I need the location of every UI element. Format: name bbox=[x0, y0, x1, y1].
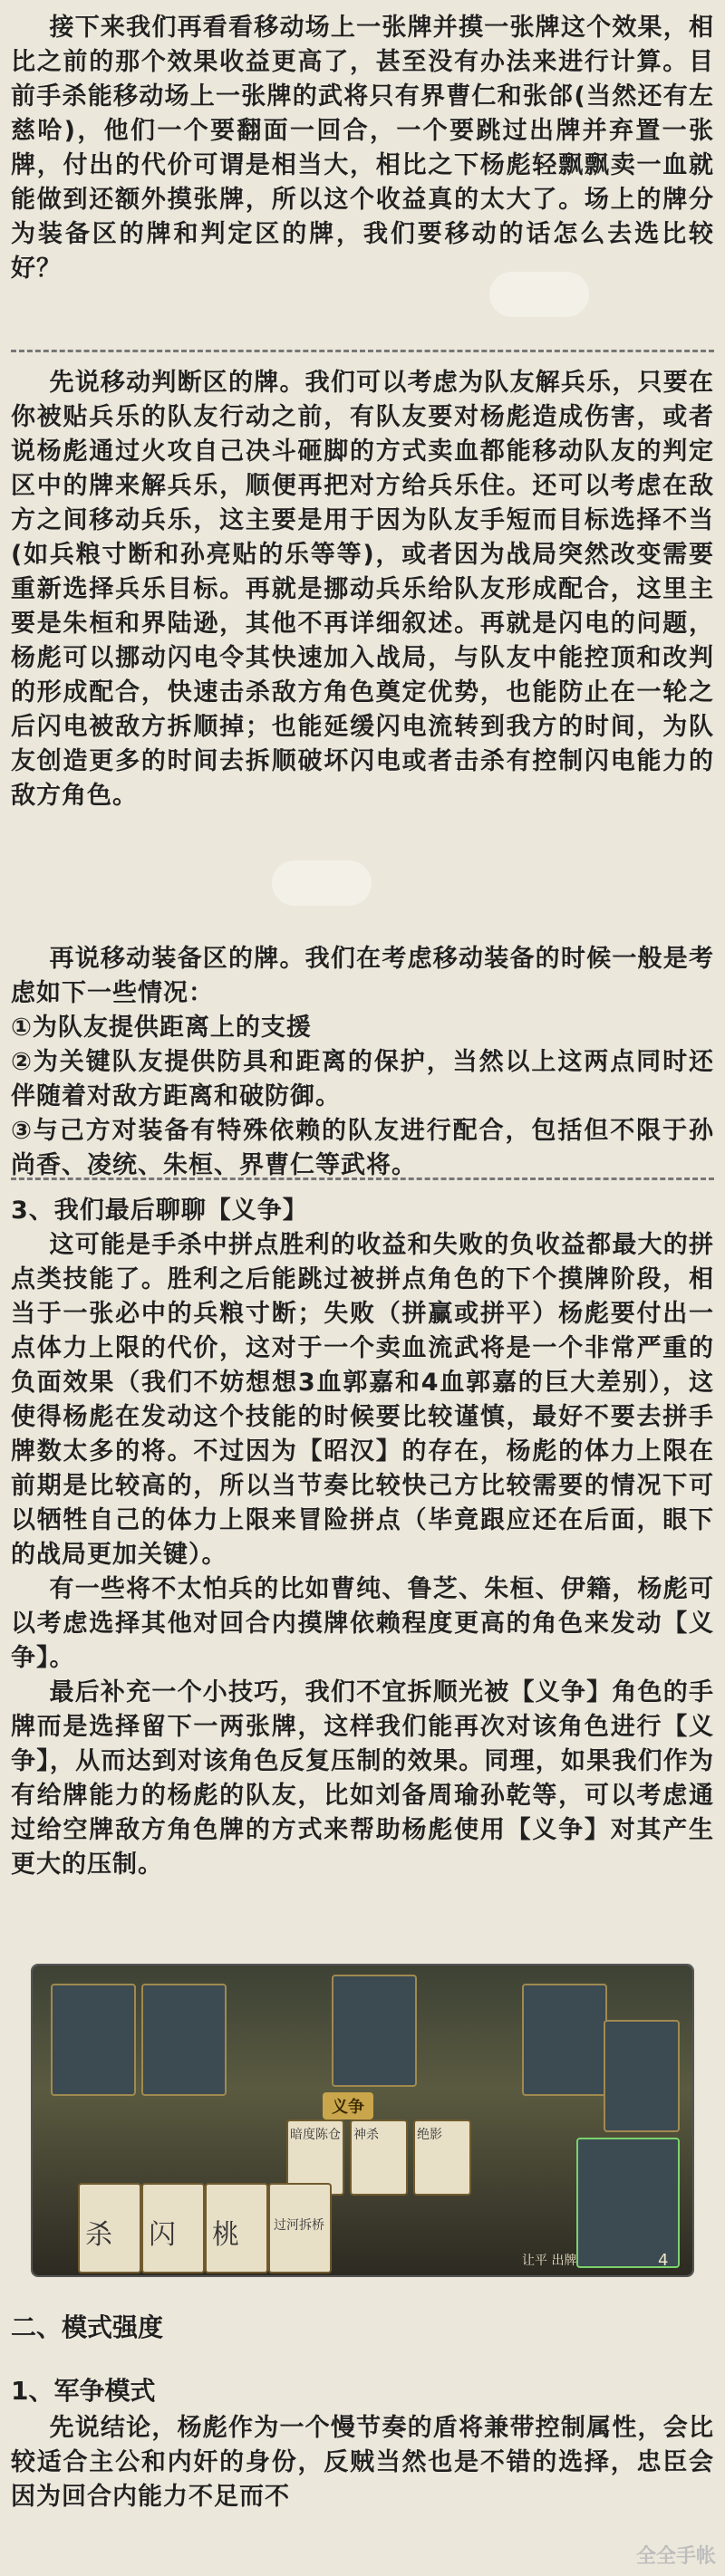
card-label: 闪 bbox=[149, 2219, 176, 2251]
dashed-divider bbox=[11, 350, 714, 352]
card-label: 神杀 bbox=[353, 2128, 379, 2142]
subheading-military-mode: 1、军争模式 bbox=[11, 2376, 156, 2406]
paragraph-yizheng: 3、我们最后聊聊【义争】 这可能是手杀中拼点胜利的收益和失败的负收益都最大的拼点类技能了。胜利之后能跳过被拼点角色的下个摸牌阶段，相当于一张必中的兵粮寸断；失败（拼赢或拼平）杨彪要付出一点体力上限的代价，这对于一个卖血流武将是一个非常严重的负面效果（我们不妨想想3血郭嘉和4血郭嘉的巨大差别），这使得杨彪在发动这个技能的时候要比较谨慎，最好不要去拼手牌数太多的将。不过因为【昭汉】的存在，杨彪的体力上限在前期是比较高的，所以当节奏比较快己方比较需要的情况下可以牺牲自己的体力上限来冒险拼点（毕竟跟应还在后面，眼下的战局更加关键）。 有一些将不太怕兵的比如曹纯、鲁芝、朱桓、伊籍，杨彪可以考虑选择其他对回合内摸牌依赖程度更高的角色来发动【义争】。 最后补充一个小技巧，我们不宜拆顺光被【义争】角色的手牌而是选择留下一两张牌，这样我们能再次对该角色进行【义争】，从而达到对该角色反复压制的效果。同理，如果我们作为有给牌能力的杨彪的队友，比如刘备周瑜孙乾等，可以考虑通过给空牌敌方角色牌的方式来帮助杨彪使用【义争】对其产生更大的压制。 bbox=[11, 1197, 714, 1879]
player-hero bbox=[576, 2138, 680, 2268]
card-label: 暗度陈仓 bbox=[290, 2128, 341, 2142]
hero-portrait bbox=[141, 1984, 227, 2096]
card-label: 杀 bbox=[85, 2219, 112, 2251]
paragraph-equip-zone: 再说移动装备区的牌。我们在考虑移动装备的时候一般是考虑如下一些情况： ①为队友提供距离上的支援 ②为关键队友提供防具和距离的保护，当然以上这两点同时还伴随着对敌方距离和破防御。 ③与己方对装备有特殊依赖的队友进行配合，包括但不限于孙尚香、凌统、朱桓、界曹仁等武将。 bbox=[11, 945, 714, 1179]
hand-card[interactable] bbox=[205, 2183, 268, 2273]
hero-portrait bbox=[332, 1975, 417, 2087]
hp-count: 4 bbox=[658, 2251, 669, 2270]
paragraph-move-card: 接下来我们再看看移动场上一张牌并摸一张牌这个效果，相比之前的那个效果收益更高了，甚至没有办法来进行计算。目前手杀能移动场上一张牌的武将只有界曹仁和张郃(当然还有左慈哈)，他们一个要翻面一回合，一个要跳过出牌并弃置一张牌，付出的代价可谓是相当大，相比之下杨彪轻飘飘卖一血就能做到还额外摸张牌，所以这个收益真的太大了。场上的牌分为装备区的牌和判定区的牌，我们要移动的话怎么去选比较好？ bbox=[11, 14, 714, 283]
hand-card[interactable] bbox=[78, 2183, 141, 2273]
table-card bbox=[350, 2119, 408, 2196]
hand-card[interactable] bbox=[268, 2183, 332, 2273]
cloud-decoration bbox=[272, 860, 372, 906]
hero-portrait bbox=[51, 1984, 136, 2096]
card-label: 过河拆桥 bbox=[274, 2218, 324, 2233]
hero-portrait bbox=[522, 1984, 607, 2096]
card-label: 绝影 bbox=[417, 2128, 442, 2142]
card-label: 桃 bbox=[212, 2219, 239, 2251]
paragraph-conclusion: 先说结论，杨彪作为一个慢节奏的盾将兼带控制属性，会比较适合主公和内奸的身份，反贼当然也是不错的选择，忠臣会因为回合内能力不足而不 bbox=[11, 2414, 714, 2511]
status-text: 让平 出牌 bbox=[522, 2254, 577, 2268]
dashed-divider bbox=[11, 1177, 714, 1180]
hand-card[interactable] bbox=[141, 2183, 205, 2273]
table-card bbox=[413, 2119, 471, 2196]
skill-badge: 义争 bbox=[323, 2092, 373, 2119]
game-screenshot bbox=[33, 1966, 692, 2275]
section-heading-mode-strength: 二、模式强度 bbox=[11, 2312, 164, 2342]
hero-portrait bbox=[604, 2020, 680, 2132]
paragraph-judge-zone: 先说移动判断区的牌。我们可以考虑为队友解兵乐，只要在你被贴兵乐的队友行动之前，有队友要对杨彪造成伤害，或者说杨彪通过火攻自己决斗砸脚的方式卖血都能移动队友的判定区中的牌来解兵乐，顺便再把对方给兵乐住。还可以考虑在敌方之间移动兵乐，这主要是用于因为队友手短而目标选择不当(如兵粮寸断和孙亮贴的乐等等)，或者因为战局突然改变需要重新选择兵乐目标。再就是挪动兵乐给队友形成配合，这里主要是朱桓和界陆逊，其他不再详细叙述。再就是闪电的问题，杨彪可以挪动闪电令其快速加入战局，与队友中能控顶和改判的形成配合，快速击杀敌方角色奠定优势，也能防止在一轮之后闪电被敌方拆顺掉；也能延缓闪电流转到我方的时间，为队友创造更多的时间去拆顺破坏闪电或者击杀有控制闪电能力的敌方角色。 bbox=[11, 369, 714, 810]
watermark: 全全手帐 bbox=[635, 2545, 716, 2568]
